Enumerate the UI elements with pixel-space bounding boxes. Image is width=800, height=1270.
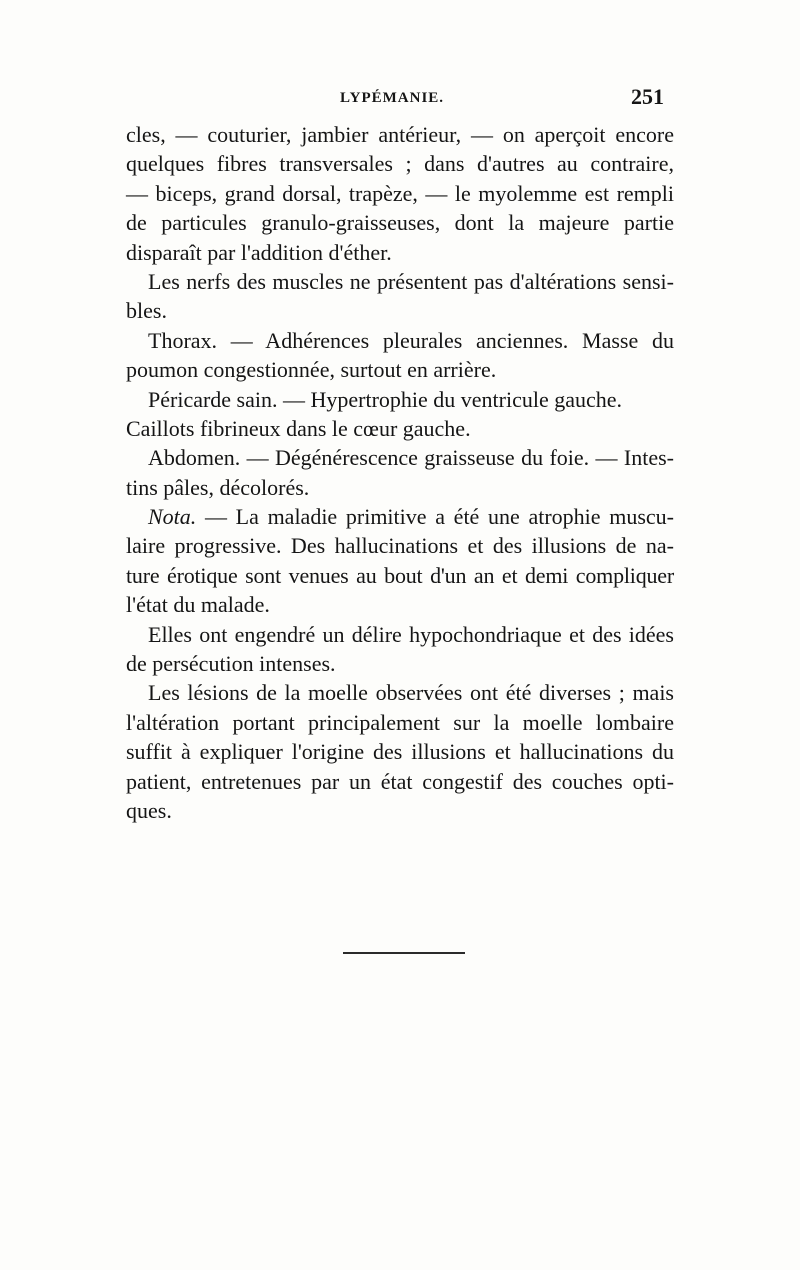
text-line: de particules granulo-graisseuses, dont la majeure partie (126, 210, 674, 236)
text-line: de persécution intenses. (126, 651, 336, 677)
text-line: tins pâles, décolorés. (126, 474, 310, 500)
text-line: ques. (126, 797, 172, 823)
running-title: LYPÉMANIE. (340, 90, 445, 106)
text-line: quelques fibres transversales ; dans d'autres au contraire, (126, 151, 674, 177)
text-line: l'état du malade. (126, 592, 270, 618)
body-text (126, 120, 674, 825)
text-line: bles. (126, 298, 167, 324)
text-line: — biceps, grand dorsal, trapèze, — le myolemme est rempli (126, 180, 674, 206)
running-head (0, 84, 800, 114)
text-line: disparaît par l'addition d'éther. (126, 239, 392, 265)
text-line: Abdomen. — Dégénérescence graisseuse du foie. — Intes- (148, 445, 674, 471)
nota-label: Nota. (148, 504, 197, 530)
text-line: Les nerfs des muscles ne présentent pas d'altérations sensi- (148, 268, 674, 294)
text-line: laire progressive. Des hallucinations et des illusions de na- (126, 533, 674, 559)
end-rule (343, 952, 465, 954)
text-line: poumon congestionnée, surtout en arrière. (126, 357, 497, 383)
text-line: Elles ont engendré un délire hypochondriaque et des idées (148, 621, 674, 647)
text-line: suffit à expliquer l'origine des illusions et hallucinations du (126, 739, 674, 765)
text-line: l'altération portant principalement sur la moelle lombaire (126, 709, 674, 735)
text-line: Caillots fibrineux dans le cœur gauche. (126, 415, 471, 441)
page-number: 251 (631, 84, 664, 109)
text-line: ture érotique sont venues au bout d'un an et demi compliquer (126, 562, 674, 588)
nota-line (126, 502, 674, 531)
nota-text: — La maladie primitive a été une atrophie muscu- (204, 504, 674, 530)
text-line: cles, — couturier, jambier antérieur, — on aperçoit encore (126, 122, 674, 147)
text-line: patient, entretenues par un état congestif des couches opti- (126, 768, 674, 794)
text-line: Thorax. — Adhérences pleurales anciennes. Masse du (148, 327, 674, 353)
text-line: Péricarde sain. — Hypertrophie du ventricule gauche. (148, 386, 623, 412)
text-line: Les lésions de la moelle observées ont été diverses ; mais (148, 680, 674, 706)
